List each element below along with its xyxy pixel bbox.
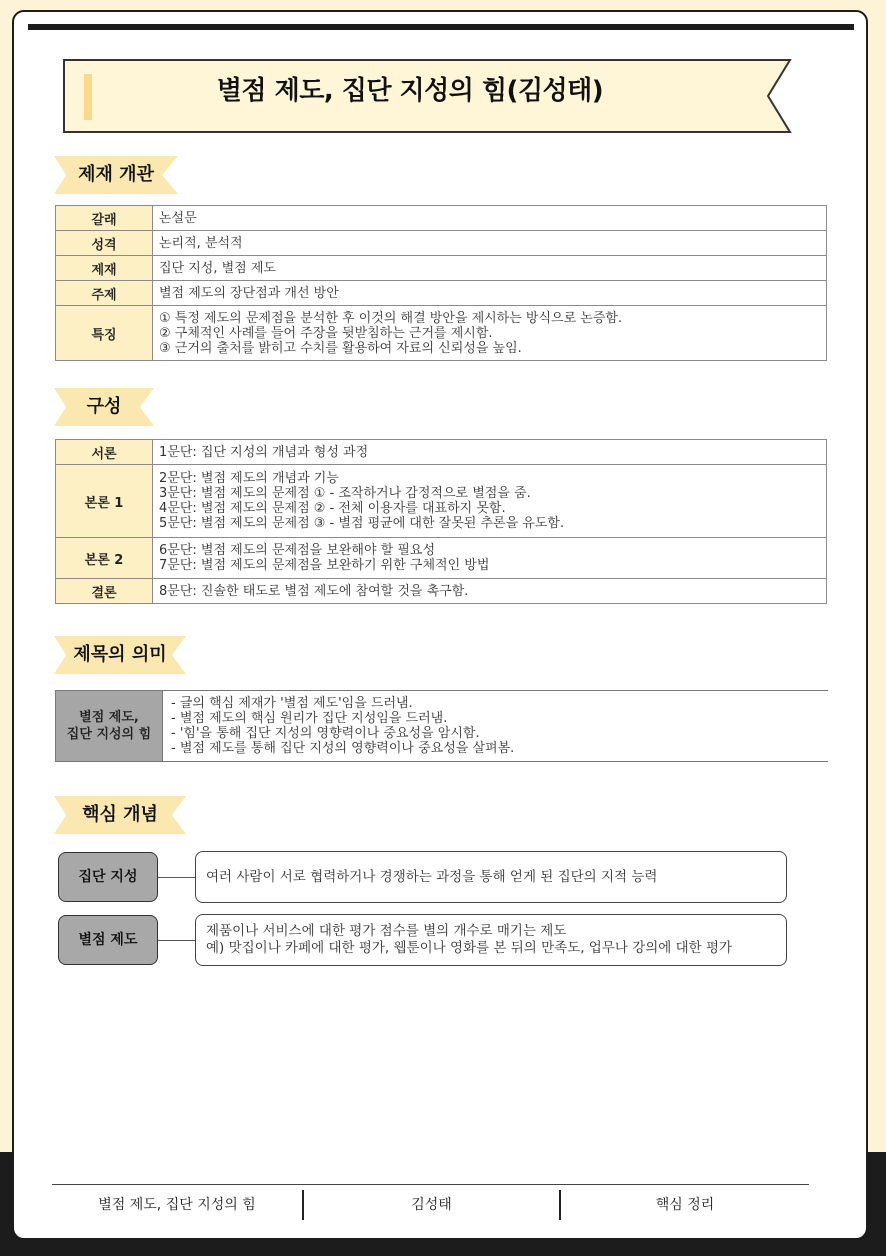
row-key: 결론 (56, 579, 153, 604)
footer-doc-title: 별점 제도, 집단 지성의 힘 (98, 1197, 256, 1213)
section-label-title-meaning (54, 636, 186, 674)
row-value (153, 231, 827, 256)
meaning-key-line: 집단 지성의 힘 (66, 727, 152, 742)
table-row (56, 231, 827, 256)
row-value-line: 4문단: 별점 제도의 문제점 ② - 전체 이용자를 대표하지 못함. (159, 501, 506, 516)
table-row (56, 206, 827, 231)
concept-definition-line: 제품이나 서비스에 대한 평가 점수를 별의 개수로 매기는 제도 (206, 923, 567, 939)
meaning-key-line: 별점 제도, (79, 710, 139, 725)
row-value-line: 3문단: 별점 제도의 문제점 ① - 조작하거나 감정적으로 별점을 줌. (159, 486, 531, 501)
row-key: 제재 (56, 256, 153, 281)
row-value (153, 579, 827, 604)
footer-author: 김성태 (411, 1197, 452, 1213)
row-value-line: 8문단: 진솔한 태도로 별점 제도에 참여할 것을 촉구함. (159, 583, 469, 599)
concept-term: 집단 지성 (58, 852, 158, 902)
row-key: 본론 2 (56, 538, 153, 579)
concept-term: 별점 제도 (58, 915, 158, 965)
meaning-line: - 별점 제도를 통해 집단 지성의 영향력이나 중요성을 살펴봄. (171, 741, 515, 756)
row-value-line: 별점 제도의 장단점과 개선 방안 (159, 285, 339, 301)
concept-definition (195, 914, 787, 966)
row-value-line: ③ 근거의 출처를 밝히고 수치를 활용하여 자료의 신뢰성을 높임. (159, 340, 522, 356)
row-value-line: 1문단: 집단 지성의 개념과 형성 과정 (159, 444, 369, 460)
section-label-overview (54, 156, 178, 194)
row-value (153, 440, 827, 465)
row-value (153, 306, 827, 361)
meaning-line: - 글의 핵심 제재가 '별점 제도'임을 드러냄. (171, 696, 413, 711)
meaning-line: - 별점 제도의 핵심 원리가 집단 지성임을 드러냄. (171, 711, 448, 726)
top-rule (28, 24, 854, 30)
section-label-structure (54, 388, 154, 426)
meaning-line: - '힘'을 통해 집단 지성의 영향력이나 중요성을 암시함. (171, 726, 480, 741)
row-value-line: ① 특정 제도의 문제점을 분석한 후 이것의 해결 방안을 제시하는 방식으로 논증함. (159, 310, 623, 326)
title-meaning-table (55, 690, 828, 762)
concept-definition (195, 851, 787, 903)
row-value (153, 538, 827, 579)
concept-definition-line: 여러 사람이 서로 협력하거나 경쟁하는 과정을 통해 얻게 된 집단의 지적 능력 (206, 868, 658, 885)
row-value-line: ② 구체적인 사례를 들어 주장을 뒷받침하는 근거를 제시함. (159, 325, 493, 341)
row-value (153, 281, 827, 306)
table-row (56, 306, 827, 361)
row-value-line: 7문단: 별점 제도의 문제점을 보완하기 위한 구체적인 방법 (159, 558, 490, 573)
row-value-line: 2문단: 별점 제도의 개념과 기능 (159, 471, 339, 486)
row-key: 본론 1 (56, 465, 153, 538)
structure-table (55, 439, 827, 604)
footer-section: 핵심 정리 (655, 1197, 715, 1213)
table-row (56, 281, 827, 306)
section-title: 제재 개관 (78, 164, 154, 185)
row-value-line: 논설문 (159, 210, 197, 226)
row-key: 갈래 (56, 206, 153, 231)
row-value-line: 논리적, 분석적 (159, 235, 243, 251)
section-label-key-concepts (54, 796, 186, 834)
section-title: 핵심 개념 (82, 804, 158, 825)
row-key: 성격 (56, 231, 153, 256)
section-title: 구성 (86, 396, 122, 417)
table-row (56, 538, 827, 579)
meaning-content (163, 691, 829, 762)
row-key: 주제 (56, 281, 153, 306)
row-value-line: 5문단: 별점 제도의 문제점 ③ - 별점 평균에 대한 잘못된 추론을 유도함. (159, 516, 565, 531)
table-row (56, 256, 827, 281)
meaning-key (56, 691, 163, 762)
concept-definition-line: 예) 맛집이나 카페에 대한 평가, 웹툰이나 영화를 본 뒤의 만족도, 업무나 강의에 대한 평가 (206, 940, 733, 956)
table-row (56, 465, 827, 538)
section-title: 제목의 의미 (73, 644, 167, 665)
row-value (153, 465, 827, 538)
table-row (56, 579, 827, 604)
row-key: 특징 (56, 306, 153, 361)
row-key: 서론 (56, 440, 153, 465)
document-sheet (12, 10, 868, 1240)
concept-connector (158, 940, 195, 941)
table-row (56, 440, 827, 465)
page-title: 별점 제도, 집단 지성의 힘(김성태) (216, 76, 604, 106)
row-value-line: 6문단: 별점 제도의 문제점을 보완해야 할 필요성 (159, 543, 436, 558)
overview-table (55, 205, 827, 361)
row-value (153, 256, 827, 281)
title-banner (50, 48, 810, 134)
footer-rule (52, 1184, 809, 1185)
concept-connector (158, 877, 195, 878)
row-value (153, 206, 827, 231)
row-value-line: 집단 지성, 별점 제도 (159, 260, 276, 276)
